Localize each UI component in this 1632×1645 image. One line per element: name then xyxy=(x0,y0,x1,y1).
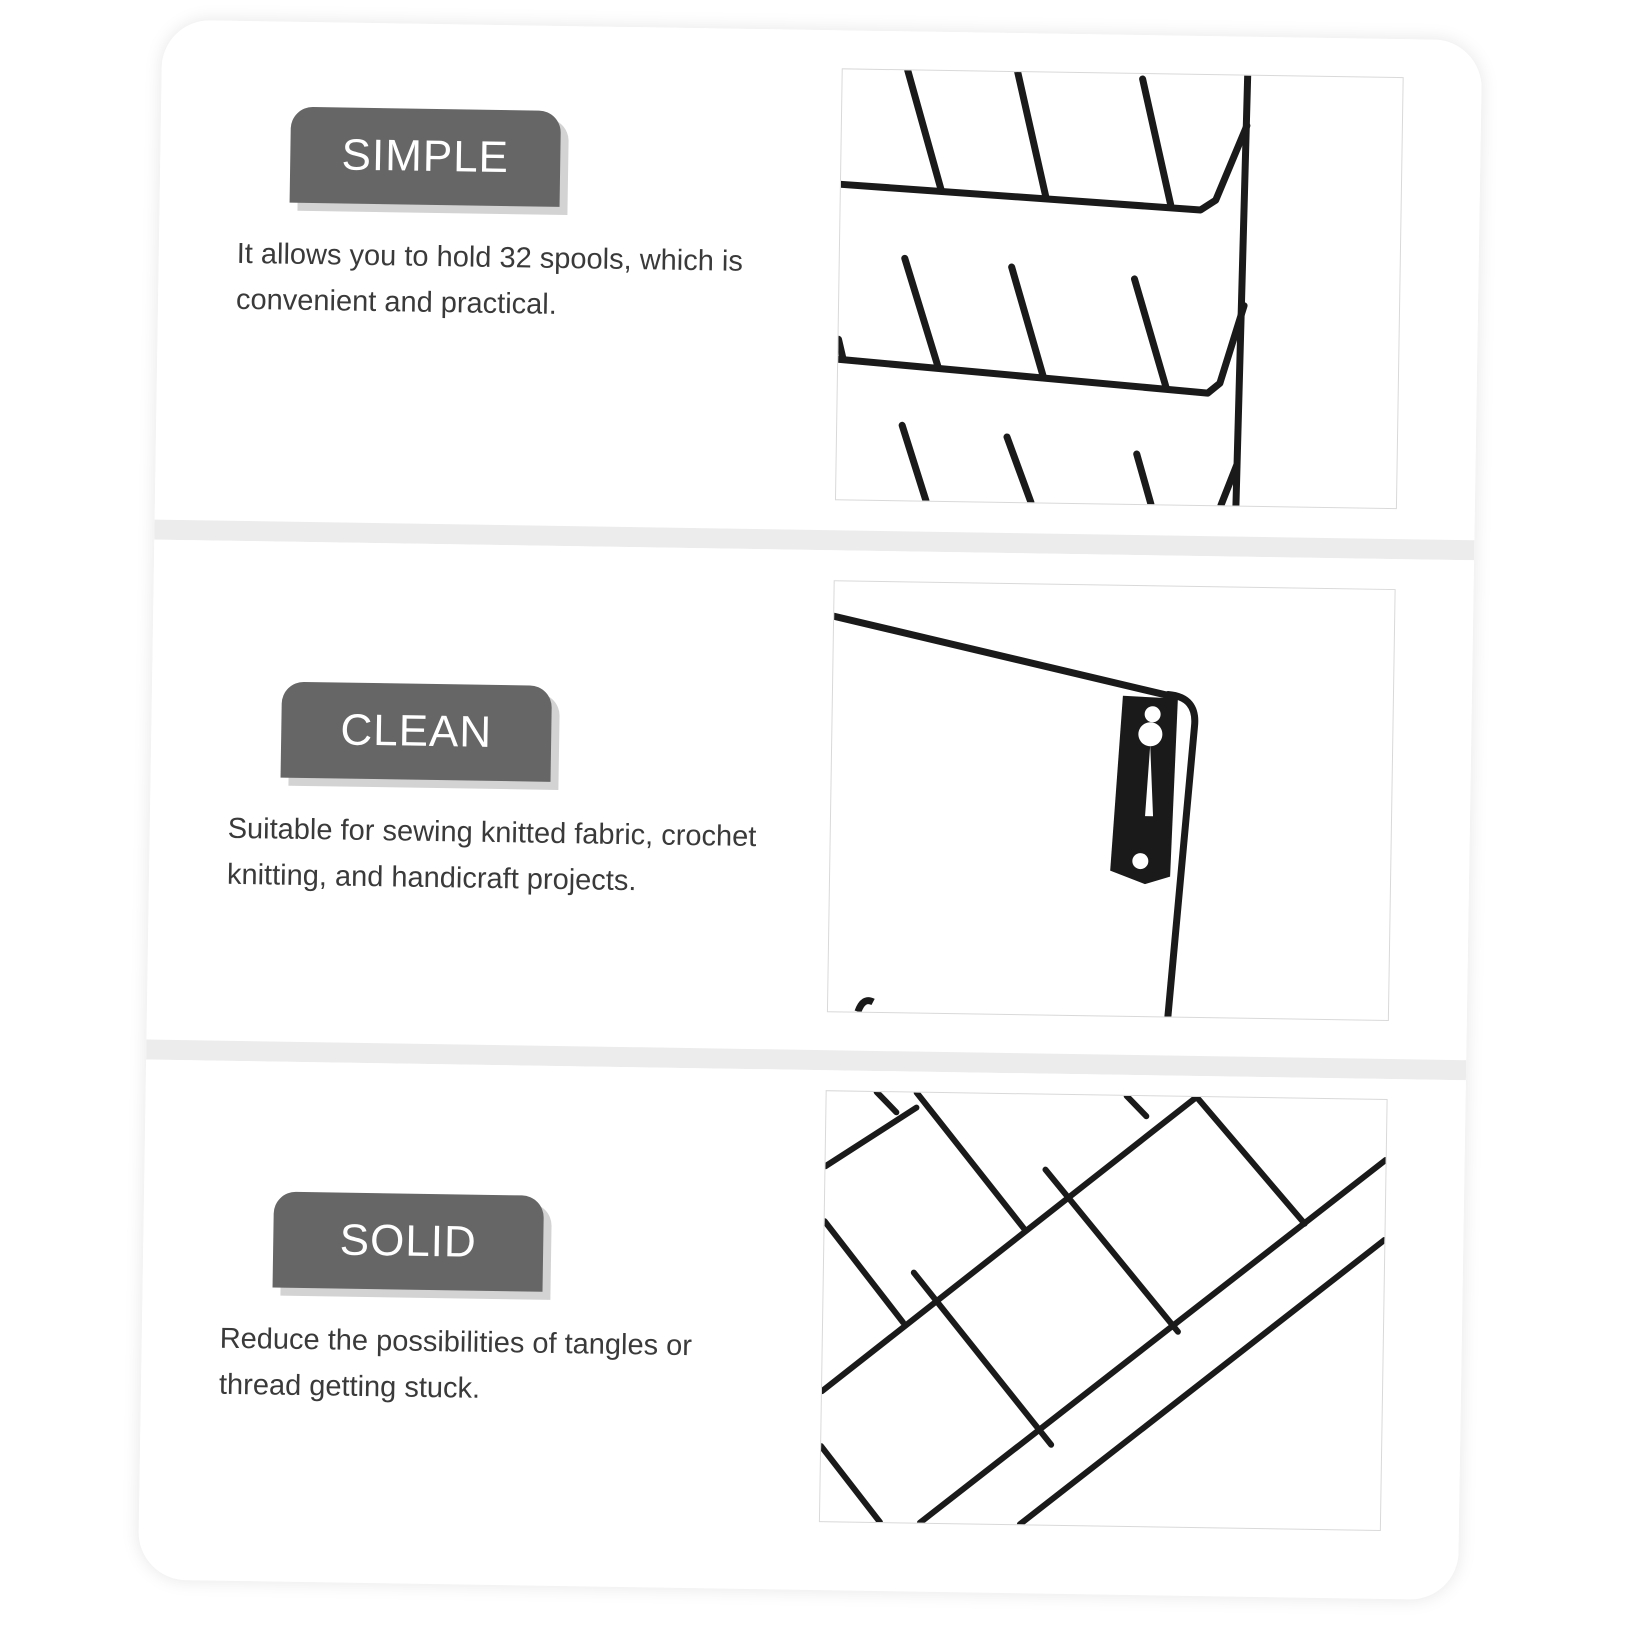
feature-description: Reduce the possibilities of tangles or thread getting stuck. xyxy=(218,1322,693,1405)
feature-description: It allows you to hold 32 spools, which is convenient and practical. xyxy=(235,237,744,321)
hanging-bracket-illustration xyxy=(828,581,1395,1020)
wire-grid-photo xyxy=(819,1090,1388,1531)
feature-section-clean xyxy=(146,540,1474,1061)
badge-label: CLEAN xyxy=(281,682,552,782)
feature-section-solid xyxy=(138,1060,1466,1581)
feature-section-simple xyxy=(155,20,1483,541)
feature-description: Suitable for sewing knitted fabric, crochet knitting, and handicraft projects. xyxy=(226,812,757,898)
badge-label: SOLID xyxy=(273,1192,544,1292)
wire-grid-illustration xyxy=(820,1091,1387,1530)
thread-rack-pegs-illustration xyxy=(836,69,1403,508)
feature-panel xyxy=(138,20,1482,1601)
badge-solid xyxy=(273,1192,544,1292)
badge-clean xyxy=(281,682,552,782)
hanging-bracket-photo xyxy=(827,580,1396,1021)
badge-simple xyxy=(290,107,561,207)
thread-rack-pegs-photo xyxy=(835,68,1404,509)
badge-label: SIMPLE xyxy=(290,107,561,207)
